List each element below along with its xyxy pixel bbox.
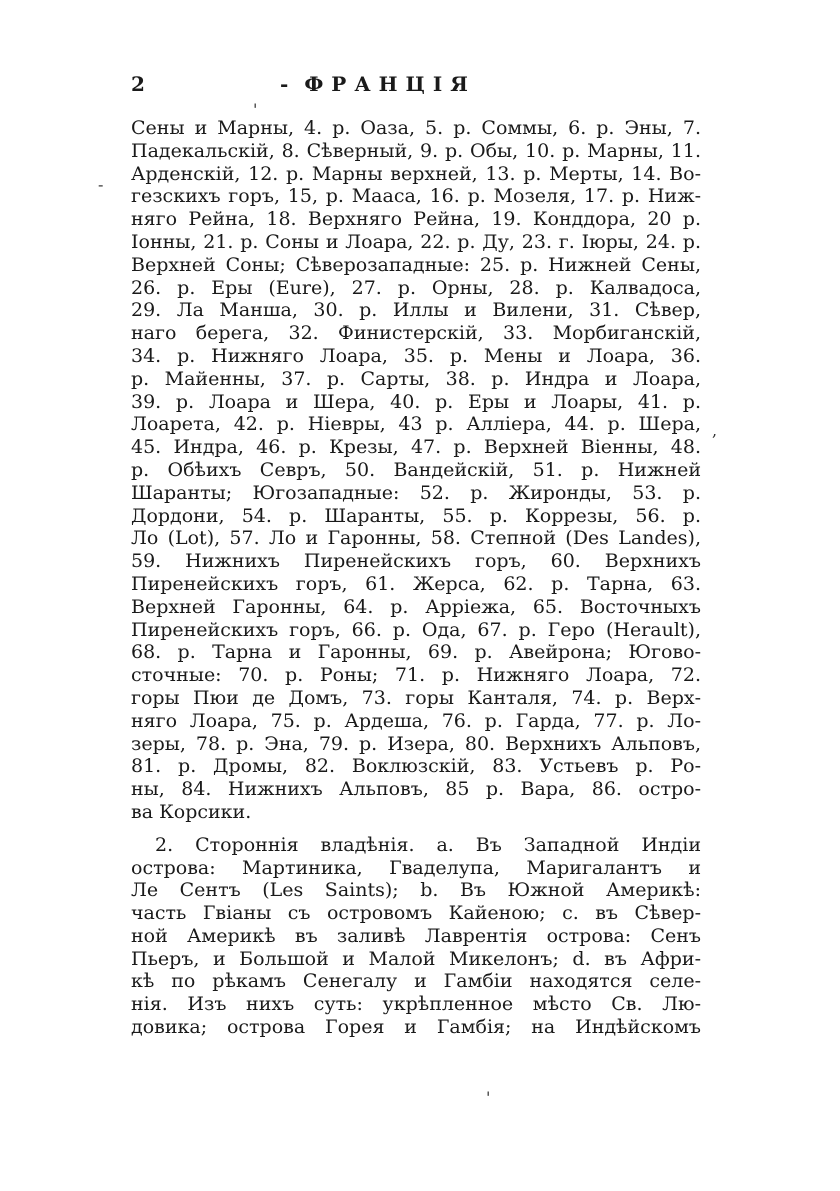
text-line: Пиренейскихъ горъ, 61. Жерса, 62. р. Тарна, 63. [131,572,701,595]
text-line: Ле Сентъ (Les Saints); b. Въ Южной Америкѣ: [131,879,701,902]
running-head [280,74,476,94]
text-line: 45. Индра, 46. р. Крезы, 47. р. Верхней Віенны, 48. [131,436,701,459]
text-line: Іонны, 21. р. Соны и Лоара, 22. р. Ду, 23. г. Іюры, 24. р. [131,230,701,253]
text-line: 81. р. Дромы, 82. Воклюзскій, 83. Устьевъ р. Ро- [131,755,701,778]
text-line: сточные: 70. р. Роны; 71. р. Нижняго Лоара, 72. [131,664,701,687]
text-line: Падекальскій, 8. Сѣверный, 9. р. Обы, 10. р. Марны, 11. [131,139,701,162]
text-line: ной Америкѣ въ заливѣ Лаврентія острова: Сенъ [131,924,701,947]
text-line: Дордони, 54. р. Шаранты, 55. р. Коррезы, 56. р. [131,504,701,527]
text-line: 26. р. Еры (Eure), 27. р. Орны, 28. р. Калвадоса, [131,276,701,299]
text-line: горы Пюи де Домъ, 73. горы Канталя, 74. р. Верх- [131,686,701,709]
text-line: няго Лоара, 75. р. Ардеша, 76. р. Гарда, 77. р. Ло- [131,709,701,732]
text-line: Шаранты; Югозападные: 52. р. Жиронды, 53. р. [131,481,701,504]
stray-mark: ' [253,100,258,119]
text-line: кѣ по рѣкамъ Сенегалу и Гамбіи находятся селе- [131,970,701,993]
text-line: Пиренейскихъ горъ, 66. р. Ода, 67. р. Геро (Herault), [131,618,701,641]
running-head-dash: - [280,72,289,96]
text-line: 39. р. Лоара и Шера, 40. р. Еры и Лоары, 41. р. [131,390,701,413]
text-line: Лоарета, 42. р. Ніевры, 43 р. Алліера, 44. р. Шера, [131,413,701,436]
text-line: острова: Мартиника, Гваделупа, Маригалантъ и [131,856,701,879]
text-line: р. Обѣихъ Севръ, 50. Вандейскій, 51. р. Нижней [131,458,701,481]
margin-mark: - [98,175,104,194]
paragraph-gap [131,824,701,834]
text-line: Арденскій, 12. р. Марны верхней, 13. р. Мерты, 14. Во- [131,162,701,185]
stray-mark: ' [486,1088,491,1107]
text-line: ны, 84. Нижнихъ Альповъ, 85 р. Вара, 86. остро- [131,778,701,801]
text-line: Верхней Соны; Сѣверозападные: 25. р. Нижней Сены, [131,253,701,276]
text-line: 29. Ла Манша, 30. р. Иллы и Вилени, 31. Сѣвер, [131,299,701,322]
text-line: р. Майенны, 37. р. Сарты, 38. р. Индра и Лоара, [131,367,701,390]
page-number: 2 [131,72,145,96]
running-head-title: ФРАНЦІЯ [304,72,476,96]
text-line: зеры, 78. р. Эна, 79. р. Изера, 80. Верхнихъ Альповъ, [131,732,701,755]
text-line: 59. Нижнихъ Пиренейскихъ горъ, 60. Верхнихъ [131,550,701,573]
text-line: 68. р. Тарна и Гаронны, 69. р. Авейрона; Югово- [131,641,701,664]
text-line: Ло (Lot), 57. Ло и Гаронны, 58. Степной (Des Landes), [131,527,701,550]
text-line: 2. Стороннія владѣнія. a. Въ Западной Индіи [155,833,701,856]
margin-mark: , [712,421,718,440]
text-line: довика; острова Горея и Гамбія; на Индѣйскомъ [131,1016,701,1039]
text-line: часть Гвіаны съ островомъ Кайеною; c. въ Сѣвер- [131,902,701,925]
text-line: Верхней Гаронны, 64. р. Арріежа, 65. Восточныхъ [131,595,701,618]
text-line: Пьеръ, и Большой и Малой Микелонъ; d. въ Афри- [131,947,701,970]
text-line: 34. р. Нижняго Лоара, 35. р. Мены и Лоара, 36. [131,344,701,367]
text-line: Сены и Марны, 4. р. Оаза, 5. р. Соммы, 6. р. Эны, 7. [131,117,701,139]
text-line: наго берега, 32. Финистерскій, 33. Морбиганскій, [131,322,701,345]
text-line: няго Рейна, 18. Верхняго Рейна, 19. Конддора, 20 р. [131,208,701,231]
text-line: гезскихъ горъ, 15, р. Мааса, 16. р. Мозеля, 17. р. Ниж- [131,185,701,208]
text-line: нія. Изъ нихъ суть: укрѣпленное мѣсто Св. Лю- [131,993,701,1016]
text-line: ва Корсики. [131,800,252,823]
main-text [131,117,701,1039]
